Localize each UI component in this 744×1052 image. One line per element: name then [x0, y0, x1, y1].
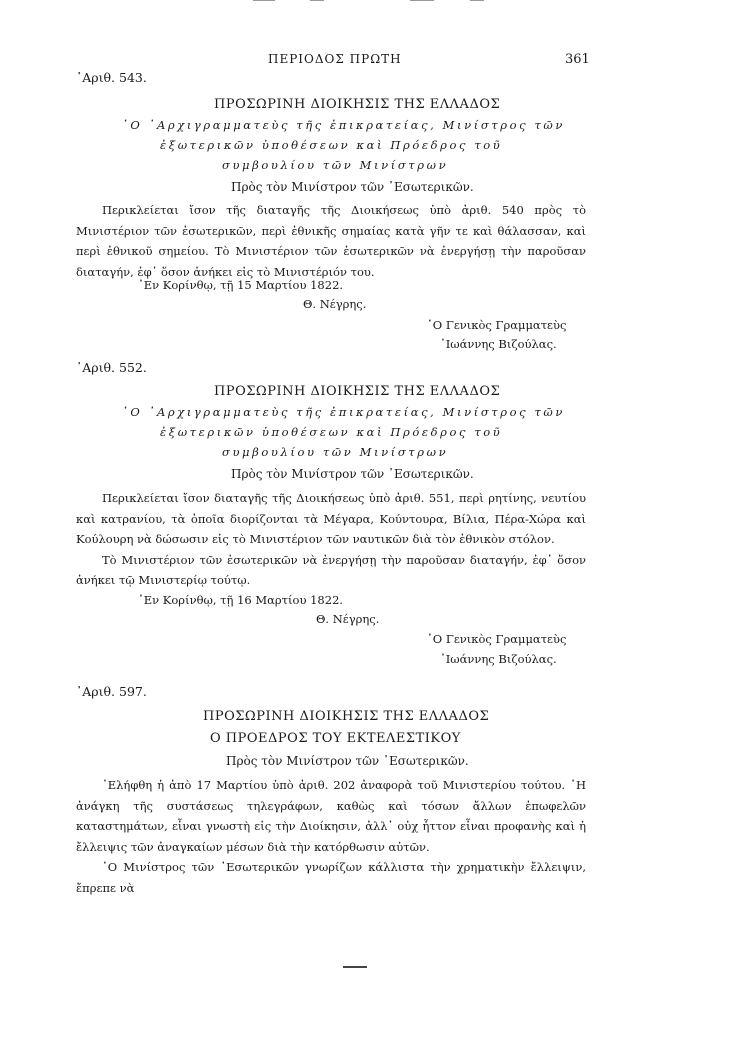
document-number: ᾿Αριθ. 597. [76, 684, 147, 699]
sender-line: συμβουλίου τῶν Μινίστρων [222, 158, 449, 172]
document-header: ΠΡΟΣΩΡΙΝΗ ΔΙΟΙΚΗΣΙΣ ΤΗΣ ΕΛΛΑΔΟΣ [214, 97, 501, 112]
date-line: ᾿Εν Κορίνθῳ, τῇ 16 Μαρτίου 1822. [138, 593, 344, 607]
body-paragraph [76, 488, 586, 591]
body-text: Τὸ Μινιστέριον τῶν ἐσωτερικῶν νὰ ἐνεργήσῃ τὴν παροῦσαν διαταγήν, ἐφ᾿ ὅσον ἀνήκει τῷ Μινιστερίῳ τούτῳ. [76, 552, 586, 587]
page-number: 361 [565, 52, 590, 67]
document-header: ΠΡΟΣΩΡΙΝΗ ΔΙΟΙΚΗΣΙΣ ΤΗΣ ΕΛΛΑΔΟΣ [203, 709, 490, 724]
signer: Θ. Νέγρης. [316, 612, 380, 626]
body-paragraph [76, 775, 586, 898]
scan-mark [410, 0, 434, 1]
addressee: Πρὸς τὸν Μινίστρον τῶν ᾿Εσωτερικῶν. [231, 467, 474, 481]
sender-line: ἐξωτερικῶν ὑποθέσεων καὶ Πρόεδρος τοῦ [160, 138, 503, 152]
scan-mark [470, 0, 484, 1]
scan-mark [253, 0, 275, 1]
secretary-title: ῾Ο Γενικὸς Γραμματεὺς [427, 632, 567, 646]
body-text: ῾Ο Μινίστρος τῶν ᾿Εσωτερικῶν γνωρίζων κάλλιστα τὴν χρηματικὴν ἔλλειψιν, ἔπρεπε νὰ [76, 860, 586, 895]
secretary-name: ᾿Ιωάννης Βιζούλας. [440, 337, 557, 351]
document-number: ᾿Αριθ. 552. [76, 360, 147, 375]
running-head: ΠΕΡΙΟΔΟΣ ΠΡΩΤΗ [268, 52, 402, 66]
signer: Θ. Νέγρης. [303, 297, 367, 311]
body-text: Περικλείεται ἴσον τῆς διαταγῆς τῆς Διοικήσεως ὑπὸ ἀριθ. 540 πρὸς τὸ Μινιστέριον τῶν ἐσωτερικῶν, περὶ ἐθνικῆς σημαίας κατὰ γῆν τε καὶ θάλασσαν, καὶ περὶ ἐθνικοῦ σημείου. Τὸ Μινιστέριον τῶν ἐσωτερικῶν νὰ ἐνεργήσῃ τὴν παροῦσαν διαταγήν, ἐφ᾿ ὅσον ἀνήκει εἰς τὸ Μινιστέριόν του. [76, 203, 586, 279]
addressee: Πρὸς τὸν Μινίστρον τῶν ᾿Εσωτερικῶν. [231, 180, 474, 194]
date-line: ᾿Εν Κορίνθῳ, τῇ 15 Μαρτίου 1822. [138, 278, 344, 292]
document-subheader: Ο ΠΡΟΕΔΡΟΣ ΤΟΥ ΕΚΤΕΛΕΣΤΙΚΟΥ [210, 731, 461, 746]
body-text: ᾿Ελήφθη ἡ ἀπὸ 17 Μαρτίου ὑπὸ ἀριθ. 202 ἀναφορὰ τοῦ Μινιστερίου τούτου. ῾Η ἀνάγκη τῆς συστάσεως τηλεγράφων, καθὼς καὶ τόσων ἄλλων ἐπωφελῶν καταστημάτων, εἶναι γνωστὴ εἰς τὴν Διοίκησιν, ἀλλ᾿ οὐχ ἧττον εἶναι προφανὴς καὶ ἡ ἔλλειψις τῶν ἀναγκαίων μέσων διὰ τὴν κατόρθωσιν αὐτῶν. [76, 778, 586, 854]
addressee: Πρὸς τὸν Μινίστρον τῶν ᾿Εσωτερικῶν. [226, 754, 469, 768]
sender-line: ῾Ο ᾿Αρχιγραμματεὺς τῆς ἐπικρατείας, Μινίστρος τῶν [122, 118, 565, 132]
sender-line: ῾Ο ᾿Αρχιγραμματεὺς τῆς ἐπικρατείας, Μινίστρος τῶν [122, 405, 565, 419]
document-header: ΠΡΟΣΩΡΙΝΗ ΔΙΟΙΚΗΣΙΣ ΤΗΣ ΕΛΛΑΔΟΣ [214, 384, 501, 399]
body-text: Περικλείεται ἴσον διαταγῆς τῆς Διοικήσεως ὑπὸ ἀριθ. 551, περὶ ρητίνης, νευτίου καὶ κατρανίου, τὰ ὁποῖα διορίζονται τὰ Μέγαρα, Κούντουρα, Βίλια, Πέρα-Χώρα καὶ Κούλουρη νὰ δώσωσιν εἰς τὸ Μινιστέριον τῶν ναυτικῶν διὰ τὸν ἐθνικὸν στόλον. [76, 491, 586, 546]
sender-line: συμβουλίου τῶν Μινίστρων [222, 445, 449, 459]
body-paragraph [76, 200, 586, 282]
secretary-title: ῾Ο Γενικὸς Γραμματεὺς [427, 318, 567, 332]
scan-mark [343, 966, 367, 968]
secretary-name: ᾿Ιωάννης Βιζούλας. [440, 652, 557, 666]
document-number: ᾿Αριθ. 543. [76, 70, 147, 85]
sender-line: ἐξωτερικῶν ὑποθέσεων καὶ Πρόεδρος τοῦ [160, 425, 503, 439]
scan-mark [310, 0, 324, 1]
